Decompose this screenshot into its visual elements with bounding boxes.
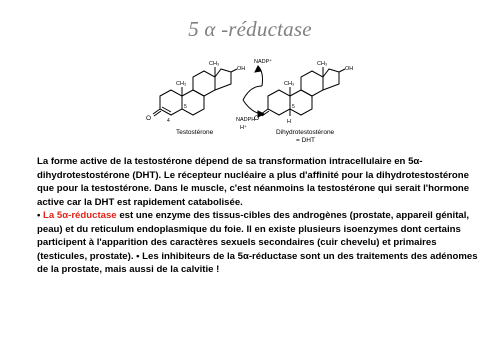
testosterone-pos4: 4	[167, 118, 170, 124]
dht-methyl-1: CH₃	[284, 81, 295, 87]
highlight-5a-reductase: La 5α-réductase	[43, 210, 117, 221]
dht-oxygen: O	[254, 115, 260, 122]
testosterone-methyl-2: CH₃	[209, 61, 220, 67]
reaction-scheme	[140, 52, 370, 152]
testosterone-methyl-1: CH₃	[176, 81, 187, 87]
dht-sublabel: = DHT	[296, 137, 315, 144]
dht-hydrogen: H	[287, 119, 291, 125]
dht-label: Dihydrotestostérone	[276, 129, 335, 136]
dht-structure	[261, 67, 345, 116]
paragraph-2-rest: est une enzyme des tissus-cibles des androgènes (prostate, appareil génital, peau) et du reticulum endoplasmique du foie. Il en existe plusieurs isoenzymes dont certains participent à l'apparition des caractères sexuels secondaires (cuir chevelu) et primaires (testicules, prostate). • Les inhibiteurs de la 5α-réductase sont un des traitements des adénomes de la prostate, mais aussi de la calvitie !	[37, 210, 478, 275]
reaction-arrow	[243, 66, 264, 117]
slide-title: 5 α -réductase	[188, 17, 312, 41]
body-text	[37, 155, 483, 277]
dht-pos5: 5	[292, 104, 295, 110]
paragraph-1: La forme active de la testostérone dépend de sa transformation intracellulaire en 5α-dihydrotestostérone (DHT). Le récepteur nucléaire a plus d'affinité pour la dihydrotestostérone que pour la testostérone. Dans le muscle, c'est néanmoins la testostérone qui serait l'hormone active car la DHT est rapidement catabolisée.	[37, 156, 470, 208]
dht-methyl-2: CH₃	[317, 61, 328, 67]
cofactor-proton: H⁺	[240, 125, 247, 131]
dht-hydroxyl: OH	[345, 66, 354, 72]
cofactor-nadp: NADP⁺	[254, 59, 273, 65]
testosterone-hydroxyl: OH	[237, 66, 246, 72]
paragraph-2	[37, 209, 483, 277]
cofactor-nadph: NADPH	[236, 117, 256, 123]
testosterone-structure	[153, 67, 237, 116]
bullet: •	[37, 210, 41, 221]
testosterone-pos5: 5	[184, 104, 187, 110]
testosterone-label: Testostérone	[176, 129, 214, 136]
testosterone-oxygen: O	[146, 115, 152, 122]
